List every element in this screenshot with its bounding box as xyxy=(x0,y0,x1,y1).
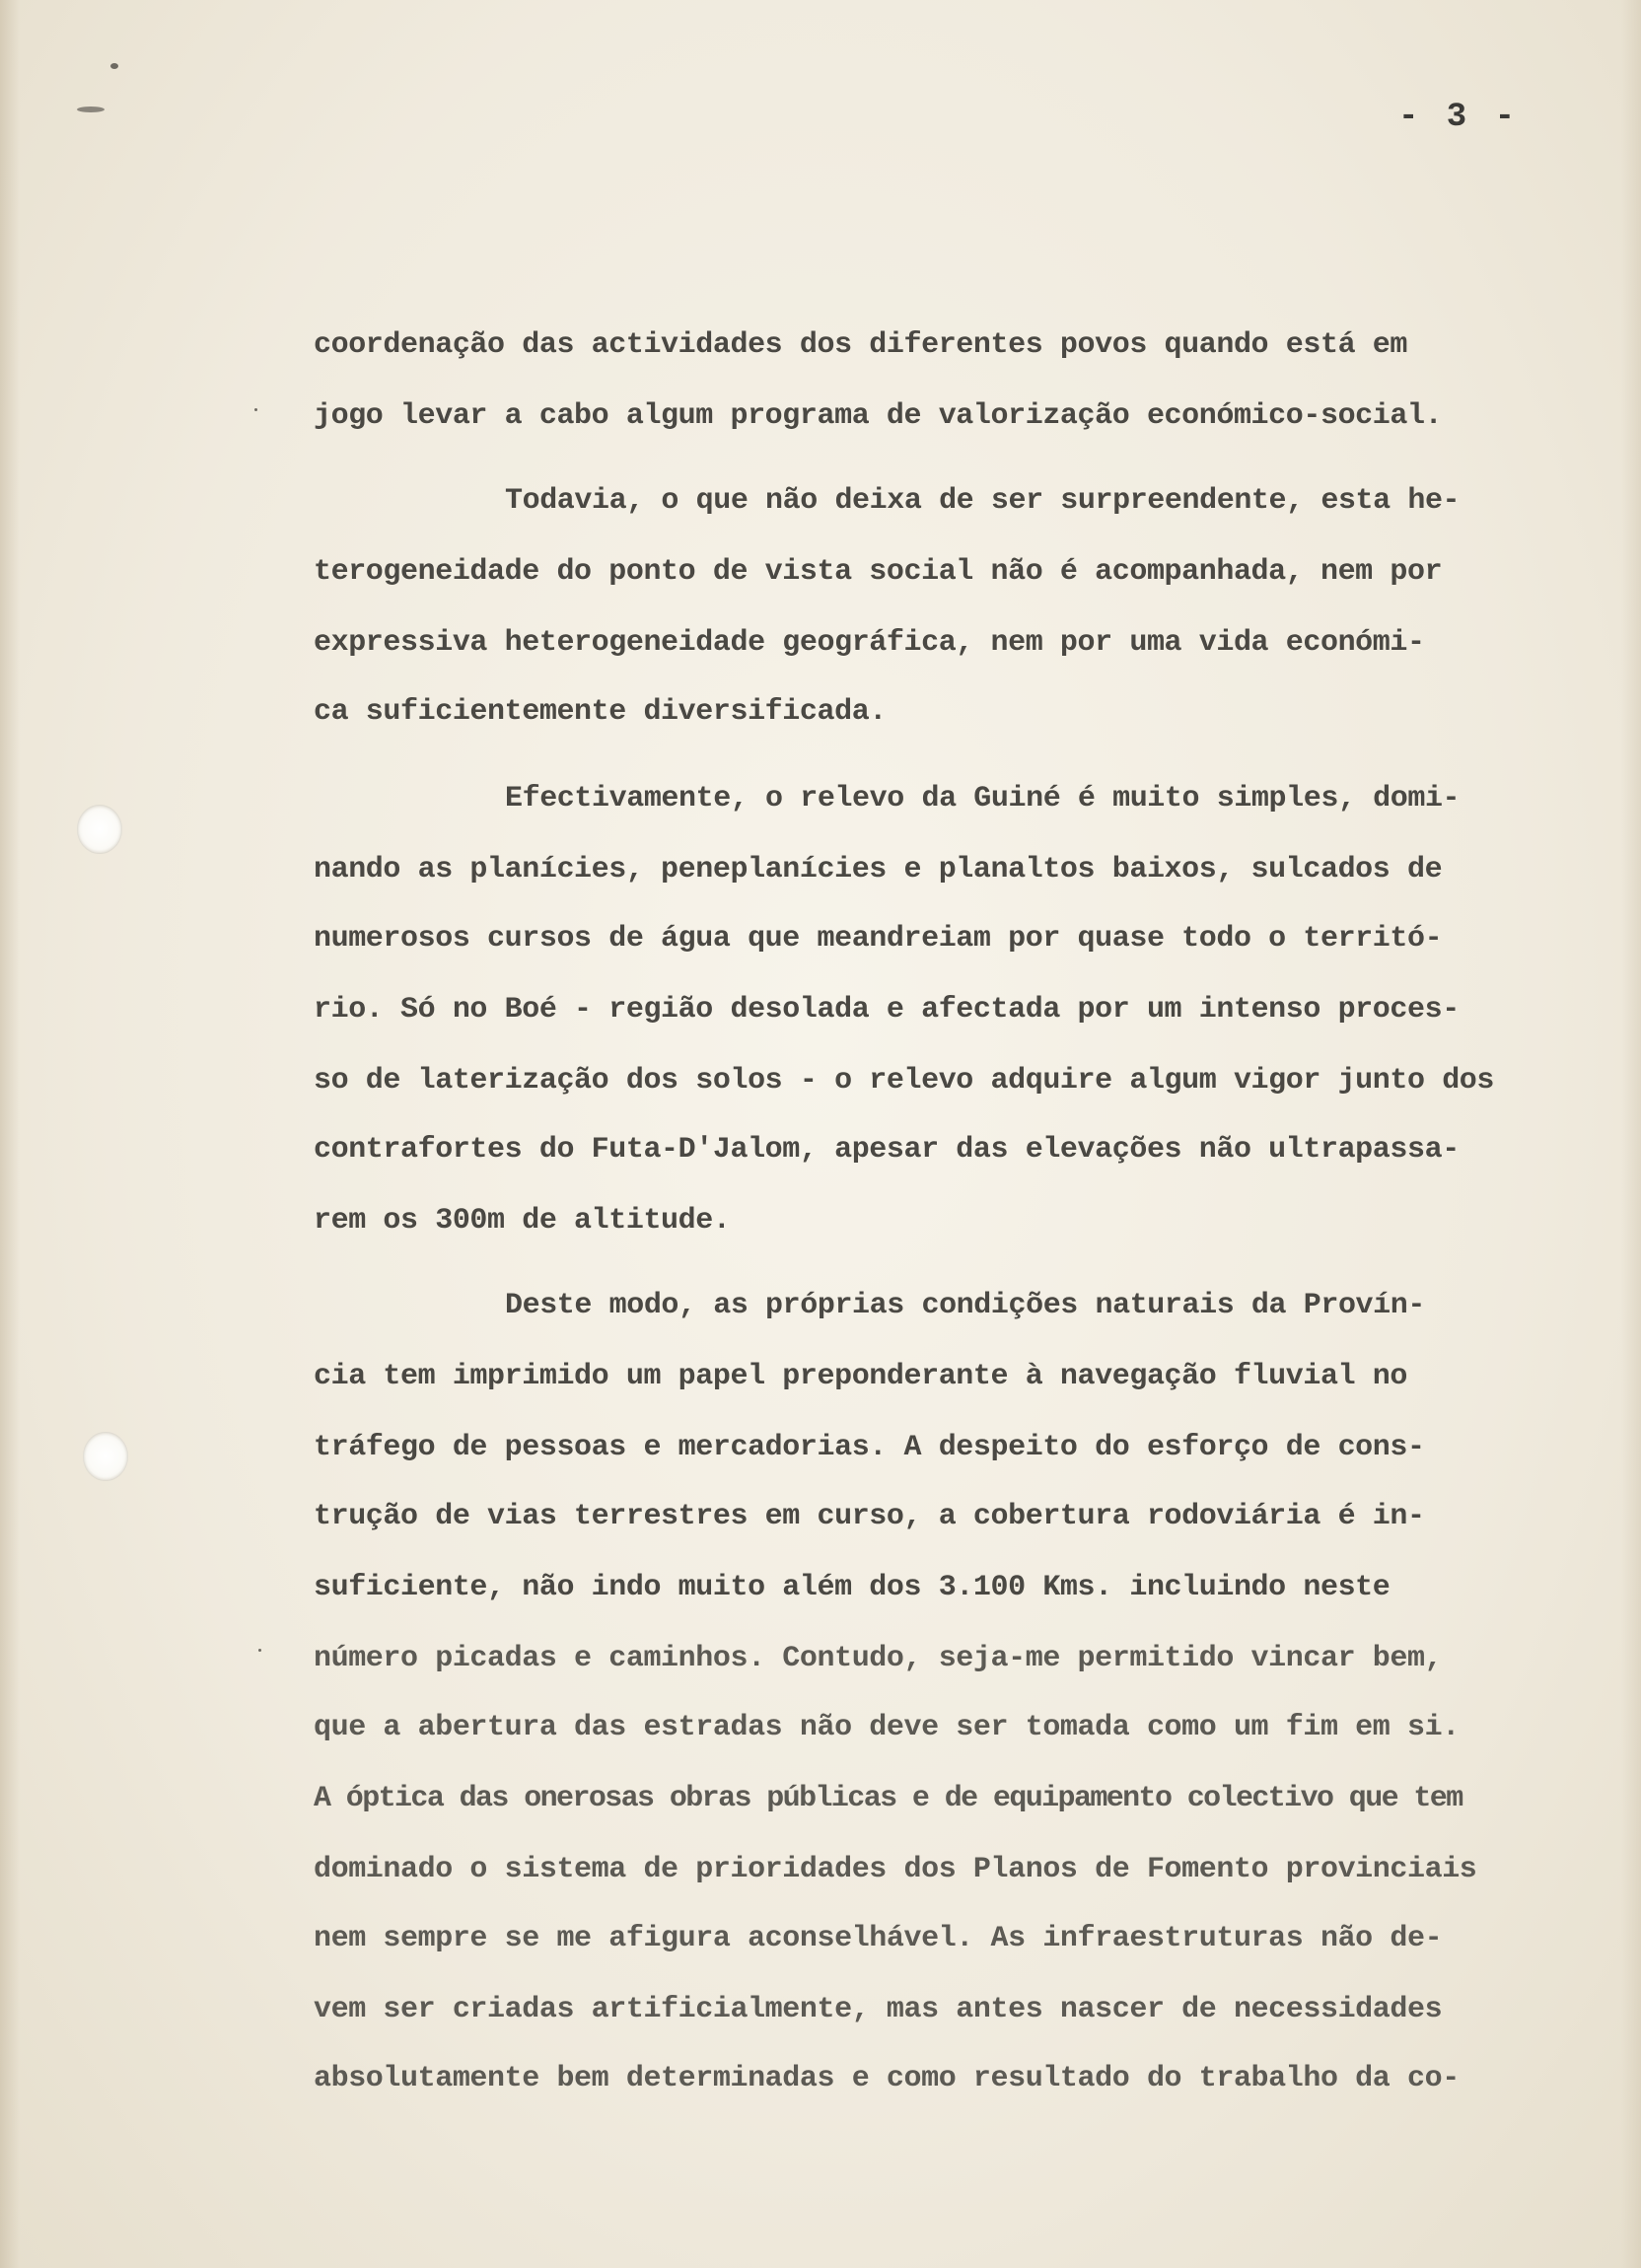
paragraph-start-line: Todavia, o que não deixa de ser surpreendente, esta he- xyxy=(505,484,1461,518)
text-line: tráfego de pessoas e mercadorias. A despeito do esforço de cons- xyxy=(314,1431,1425,1464)
left-page-edge xyxy=(0,0,20,2268)
text-line: jogo levar a cabo algum programa de valorização económico-social. xyxy=(314,399,1443,433)
text-line: rio. Só no Boé - região desolada e afectada por um intenso proces- xyxy=(314,993,1460,1027)
paragraph-start-line: Efectivamente, o relevo da Guiné é muito simples, domi- xyxy=(505,782,1461,815)
text-line: rem os 300m de altitude. xyxy=(314,1204,731,1238)
text-line: trução de vias terrestres em curso, a cobertura rodoviária é in- xyxy=(314,1500,1425,1533)
text-line: nem sempre se me afigura aconselhável. As infraestruturas não de- xyxy=(314,1922,1443,1955)
text-line: so de laterização dos solos - o relevo adquire algum vigor junto dos xyxy=(314,1064,1494,1098)
page-number: - 3 - xyxy=(1398,99,1520,136)
text-line: expressiva heterogeneidade geográfica, nem por uma vida económi- xyxy=(314,626,1425,660)
ink-speck xyxy=(258,1649,261,1652)
text-line: suficiente, não indo muito além dos 3.100 Kms. incluindo neste xyxy=(314,1571,1391,1604)
text-line: numerosos cursos de água que meandreiam por quase todo o territó- xyxy=(314,922,1443,956)
text-line: nando as planícies, peneplanícies e planaltos baixos, sulcados de xyxy=(314,853,1443,886)
text-line: número picadas e caminhos. Contudo, seja-me permitido vincar bem, xyxy=(314,1642,1443,1675)
text-line: terogeneidade do ponto de vista social não é acompanhada, nem por xyxy=(314,555,1443,589)
ink-speck xyxy=(254,408,257,411)
punch-hole-upper xyxy=(77,805,122,854)
punch-hole-lower xyxy=(83,1432,128,1481)
text-line: A óptica das onerosas obras públicas e de equipamento colectivo que tem xyxy=(314,1782,1463,1815)
right-page-edge xyxy=(1621,0,1641,2268)
text-line: dominado o sistema de prioridades dos Planos de Fomento provinciais xyxy=(314,1853,1477,1886)
text-line: cia tem imprimido um papel preponderante à navegação fluvial no xyxy=(314,1360,1407,1393)
text-line: vem ser criadas artificialmente, mas antes nascer de necessidades xyxy=(314,1993,1443,2026)
text-line: coordenação das actividades dos diferentes povos quando está em xyxy=(314,328,1407,362)
text-line: ca suficientemente diversificada. xyxy=(314,695,887,729)
text-line: contrafortes do Futa-D'Jalom, apesar das elevações não ultrapassa- xyxy=(314,1133,1460,1167)
text-line: que a abertura das estradas não deve ser tomada como um fim em si. xyxy=(314,1711,1460,1744)
ink-speck xyxy=(77,106,105,112)
ink-speck xyxy=(110,63,118,69)
text-line: absolutamente bem determinadas e como resultado do trabalho da co- xyxy=(314,2062,1460,2095)
paragraph-start-line: Deste modo, as próprias condições naturais da Provín- xyxy=(505,1289,1425,1322)
